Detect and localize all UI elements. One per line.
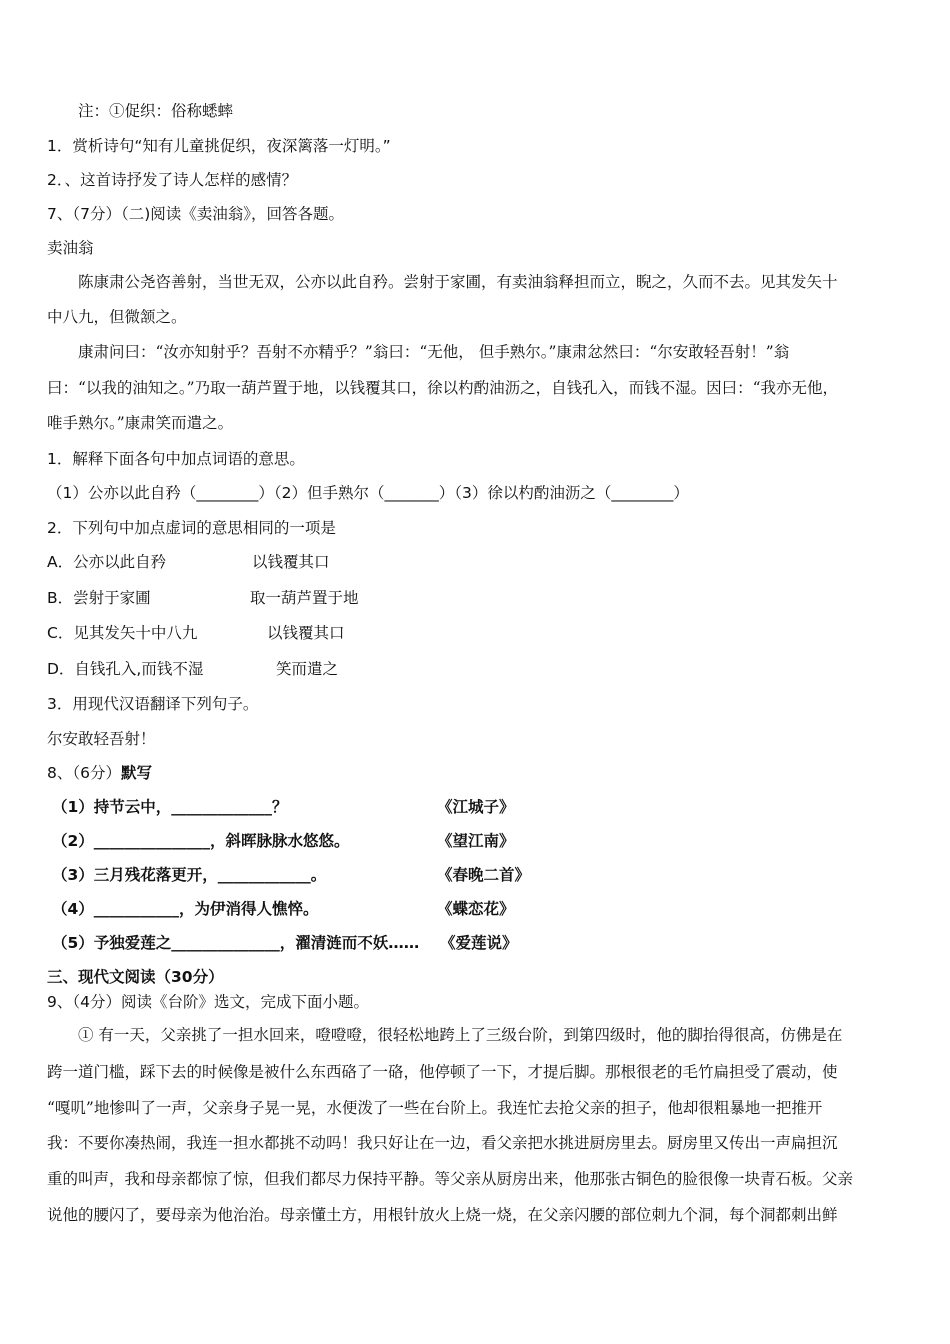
question-8-header [47, 763, 152, 783]
passage-line: 重的叫声，我和母亲都惊了惊，但我们都尽力保持平静。等父亲从厨房出来，他那张古铜色的脸很像一块青石板。父亲 [47, 1170, 854, 1188]
option-b: B．尝射于家圃 [47, 589, 151, 607]
sub-question-3: 3．用现代汉语翻译下列句子。 [47, 695, 259, 713]
passage-title: 卖油翁 [47, 239, 94, 257]
dictation-item: （2）_______________，斜晖脉脉水悠悠。 [52, 832, 350, 850]
dictation-source: 《爱莲说》 [440, 934, 518, 952]
passage-line: 跨一道门槛，踩下去的时候像是被什么东西硌了一硌，他停顿了一下，才提后脚。那根很老的毛竹扁担受了震动，使 [47, 1063, 838, 1081]
passage-line: 我：不要你凑热闹，我连一担水都挑不动吗！我只好让在一边，看父亲把水挑进厨房里去。厨房里又传出一声扁担沉 [47, 1134, 838, 1152]
dictation-item: （1）持节云中，_____________？ [52, 798, 288, 816]
option-d: D．自钱孔入,而钱不湿 [47, 660, 204, 678]
dictation-item: （5）予独爱莲之______________，濯清涟而不妖…… [52, 934, 420, 952]
translation-sentence: 尔安敢轻吾射！ [47, 730, 156, 748]
section-heading: 三、现代文阅读（30分） [47, 968, 224, 986]
option-a: A．公亦以此自矜 [47, 553, 167, 571]
question-9-header: 9、（4分）阅读《台阶》选文，完成下面小题。 [47, 993, 369, 1011]
passage-line: 陈康肃公尧咨善射，当世无双，公亦以此自矜。尝射于家圃，有卖油翁释担而立，睨之，久而不去。见其发矢十 [78, 273, 838, 291]
dictation-source: 《春晚二首》 [437, 866, 531, 884]
dictation-source: 《蝶恋花》 [437, 900, 515, 918]
option-c: C．见其发矢十中八九 [47, 624, 198, 642]
passage-line: 康肃问曰：“汝亦知射乎？吾射不亦精乎？”翁曰：“无他， 但手熟尔。”康肃忿然曰：“尔安敢轻吾射！”翁 [78, 343, 790, 361]
dictation-source: 《望江南》 [437, 832, 515, 850]
passage-line: 中八九，但微颔之。 [47, 308, 187, 326]
option-c-compare: 以钱覆其口 [267, 624, 345, 642]
passage-line: 曰：“以我的油知之。”乃取一葫芦置于地，以钱覆其口，徐以杓酌油沥之，自钱孔入，而钱不湿。因曰：“我亦无他， [47, 379, 839, 397]
question-1: 1．赏析诗句“知有儿童挑促织，夜深篱落一灯明。” [47, 137, 391, 155]
dictation-item: （4）___________，为伊消得人憔悴。 [52, 900, 319, 918]
sub-question-1-blanks: （1）公亦以此自矜（________）（2）但手熟尔（_______）（3）徐以杓酌油沥之（________） [47, 484, 689, 502]
question-7-header: 7、（7分）（二)阅读《卖油翁》，回答各题。 [47, 205, 345, 223]
dictation-source: 《江城子》 [437, 798, 515, 816]
dictation-item: （3）三月残花落更开，____________。 [52, 866, 327, 884]
passage-line: 唯手熟尔。”康肃笑而遣之。 [47, 414, 234, 432]
sub-question-2: 2．下列句中加点虚词的意思相同的一项是 [47, 519, 336, 537]
option-a-compare: 以钱覆其口 [252, 553, 330, 571]
option-d-compare: 笑而遣之 [276, 660, 339, 678]
passage-line: ① 有一天，父亲挑了一担水回来，噔噔噔，很轻松地跨上了三级台阶，到第四级时，他的脚抬得很高，仿佛是在 [78, 1026, 843, 1044]
question-8-prefix: 8、（6分） [47, 764, 121, 782]
passage-line: 说他的腰闪了，要母亲为他治治。母亲懂土方，用根针放火上烧一烧，在父亲闪腰的部位刺九个洞，每个洞都刺出鲜 [47, 1206, 838, 1224]
footnote: 注：①促织：俗称蟋蟀 [78, 102, 234, 120]
question-8-label: 默写 [120, 764, 152, 782]
passage-line: “嘎叽”地惨叫了一声，父亲身子晃一晃，水便泼了一些在台阶上。我连忙去抢父亲的担子，他却很粗暴地一把推开 [47, 1099, 823, 1117]
question-2: 2．、这首诗抒发了诗人怎样的感情？ [47, 171, 298, 189]
option-b-compare: 取一葫芦置于地 [250, 589, 359, 607]
sub-question-1: 1．解释下面各句中加点词语的意思。 [47, 450, 305, 468]
